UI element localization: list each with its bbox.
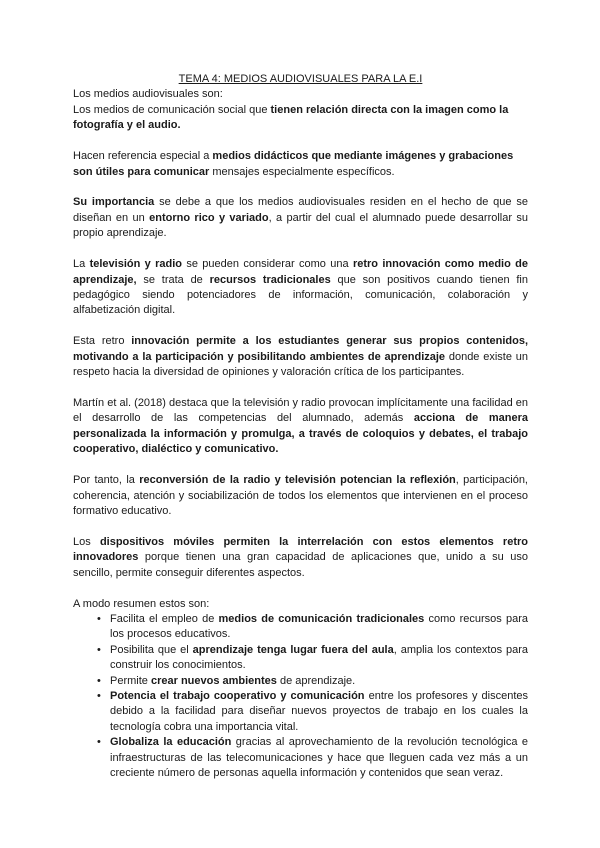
paragraph-martin: Martín et al. (2018) destaca que la televisión y radio provocan implícitamente una facilidad en el desarrollo de las competencias del alumnado, además acciona de manera personalizada la información y promulga, a través de coloquios y debates, el trabajo cooperativo, dialéctico y comunicativo. — [73, 397, 528, 456]
list-item: • Globaliza la educación gracias al aprovechamiento de la revolución tecnológica e infraestructuras de las telecomunicaciones y hace que lleguen cada vez más a un creciente número de personas aquella información y contenidos que sean veraz. — [110, 735, 528, 781]
summary-intro: A modo resumen estos son: — [73, 597, 210, 610]
document-page — [73, 72, 528, 781]
paragraph-reconversion: Por tanto, la reconversión de la radio y televisión potencian la reflexión, participación, coherencia, atención y sociabilización de todos los elementos que intervienen en el proceso formativo educativo. — [73, 474, 528, 517]
paragraph-retro-innovation: Esta retro innovación permite a los estudiantes generar sus propios contenidos, motivando a la participación y posibilitando ambientes de aprendizaje donde existe un respeto hacia la diversidad de opiniones y valoración crítica de los participantes. — [73, 335, 528, 379]
list-item: • Permite crear nuevos ambientes de aprendizaje. — [110, 674, 528, 689]
paragraph-mobile-devices: Los dispositivos móviles permiten la interrelación con estos elementos retro innovadores porque tienen una gran capacidad de aplicaciones que, unido a su uso sencillo, permite conseguir diferentes aspectos. — [73, 535, 528, 579]
page-title: TEMA 4: MEDIOS AUDIOVISUALES PARA LA E.I — [178, 73, 423, 85]
list-item: • Potencia el trabajo cooperativo y comunicación entre los profesores y discentes debido a la facilidad para diseñar nuevos proyectos de trabajo en los cuales la tecnología cobra una importancia vital. — [110, 689, 528, 735]
list-item: • Posibilita que el aprendizaje tenga lugar fuera del aula, amplia los contextos para construir los conocimientos. — [110, 643, 528, 674]
intro-line: Los medios audiovisuales son: — [73, 88, 223, 101]
paragraph-importance: Su importancia se debe a que los medios audiovisuales residen en el hecho de que se diseñan en un entorno rico y variado, a partir del cual el alumnado puede desarrollar su propio aprendizaje. — [73, 196, 529, 240]
paragraph-reference: Hacen referencia especial a medios didácticos que mediante imágenes y grabaciones son útiles para comunicar mensajes especialmente específicos. — [73, 150, 514, 178]
list-item: • Facilita el empleo de medios de comunicación tradicionales como recursos para los procesos educativos. — [110, 612, 528, 643]
summary-list — [73, 612, 528, 781]
paragraph-definition: Los medios de comunicación social que tienen relación directa con la imagen como la fotografía y el audio. — [73, 103, 509, 132]
paragraph-tv-radio: La televisión y radio se pueden considerar como una retro innovación como medio de aprendizaje, se trata de recursos tradicionales que son positivos cuando tienen fin pedagógico siendo potenciadores de información, comunicación, colaboración y alfabetización digital. — [73, 258, 528, 317]
